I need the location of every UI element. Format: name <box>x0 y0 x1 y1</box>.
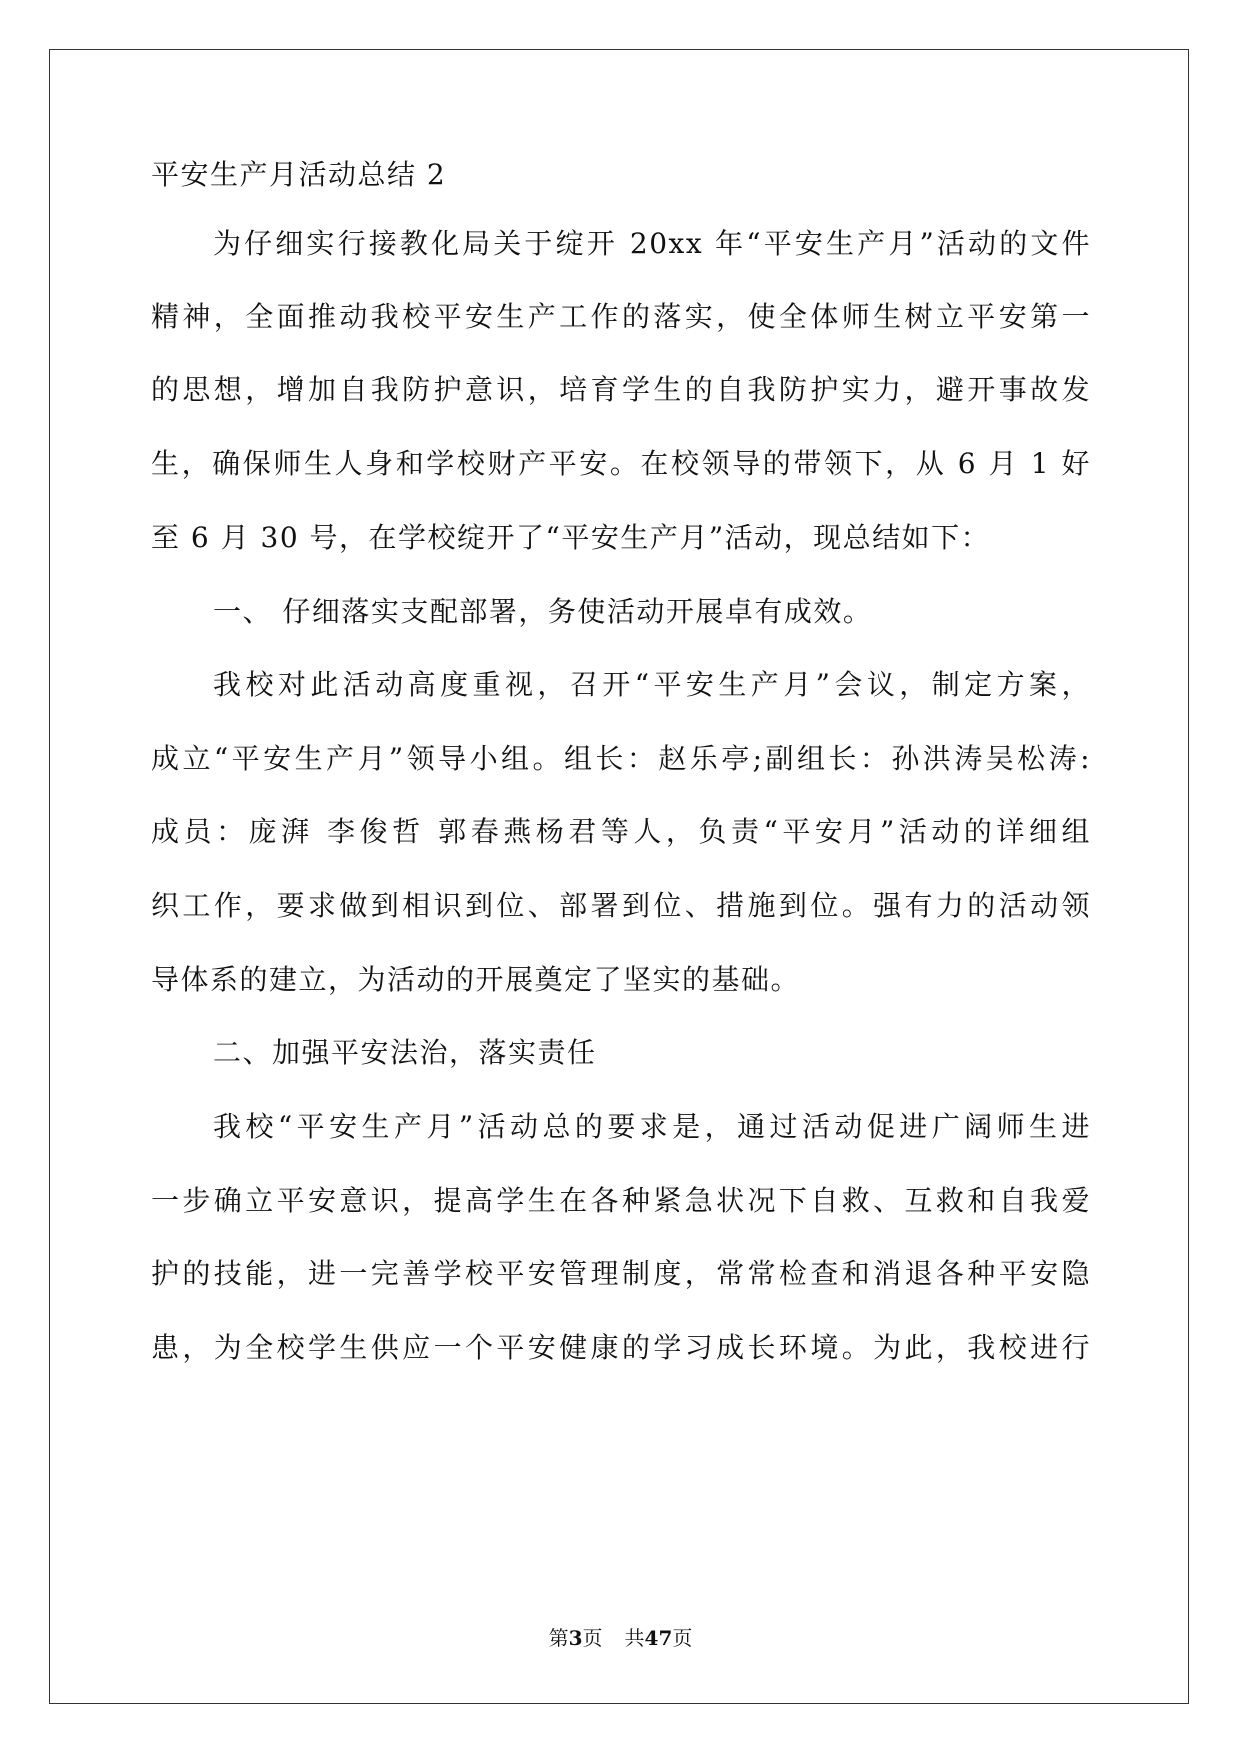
paragraph-line: 为仔细实行接教化局关于绽开 20xx 年“平安生产月”活动的文件 <box>213 227 1091 260</box>
total-prefix: 共 <box>624 1626 645 1650</box>
paragraph-line: 导体系的建立，为活动的开展奠定了坚实的基础。 <box>151 963 801 996</box>
section-heading: 二、加强平安法治，落实责任 <box>213 1036 597 1069</box>
paragraph-line: 我校“平安生产月”活动总的要求是，通过活动促进广阔师生进 <box>213 1110 1091 1143</box>
paragraph-line: 至 6 月 30 号，在学校绽开了“平安生产月”活动，现总结如下： <box>151 521 991 554</box>
page-suffix: 页 <box>582 1626 603 1650</box>
paragraph-line: 我校对此活动高度重视，召开“平安生产月”会议，制定方案， <box>213 668 1091 701</box>
total-pages: 47 <box>644 1626 673 1650</box>
paragraph-line: 精神，全面推动我校平安生产工作的落实，使全体师生树立平安第一 <box>151 300 1091 333</box>
document-title: 平安生产月活动总结 2 <box>151 158 447 191</box>
page-footer <box>0 1626 1241 1650</box>
total-suffix: 页 <box>672 1626 693 1650</box>
paragraph-line: 成员：庞湃 李俊哲 郭春燕杨君等人，负责“平安月”活动的详细组 <box>151 815 1091 848</box>
paragraph-line: 的思想，增加自我防护意识，培育学生的自我防护实力，避开事故发 <box>151 373 1091 406</box>
paragraph-line: 患，为全校学生供应一个平安健康的学习成长环境。为此，我校进行 <box>151 1331 1091 1364</box>
page-prefix: 第 <box>548 1626 569 1650</box>
page-number: 3 <box>568 1626 583 1650</box>
section-heading: 一、 仔细落实支配部署，务使活动开展卓有成效。 <box>213 595 873 628</box>
paragraph-line: 一步确立平安意识，提高学生在各种紧急状况下自救、互救和自我爱 <box>151 1184 1091 1217</box>
paragraph-line: 成立“平安生产月”领导小组。组长：赵乐亭;副组长：孙洪涛吴松涛: <box>151 742 1091 775</box>
paragraph-line: 生，确保师生人身和学校财产平安。在校领导的带领下，从 6 月 1 好 <box>151 447 1091 480</box>
paragraph-line: 织工作，要求做到相识到位、部署到位、措施到位。强有力的活动领 <box>151 889 1091 922</box>
paragraph-line: 护的技能，进一完善学校平安管理制度，常常检查和消退各种平安隐 <box>151 1257 1091 1290</box>
